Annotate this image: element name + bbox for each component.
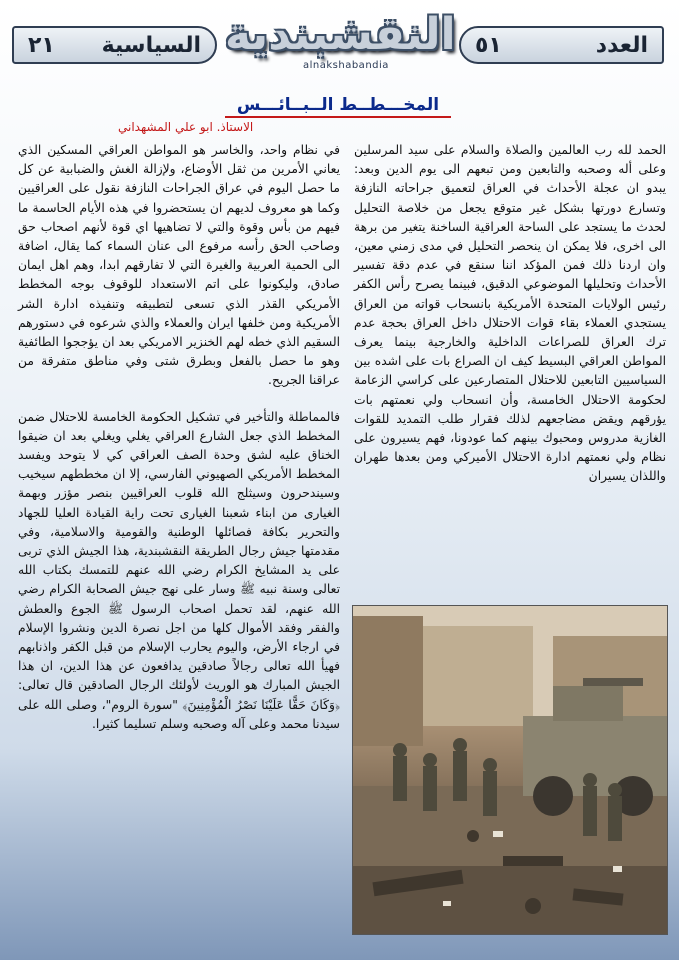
battle-scene-photo — [352, 605, 668, 935]
section-number: ٢١ — [28, 32, 55, 58]
paragraph: في نظام واحد، والخاسر هو المواطن العراقي المسكين الذي يعاني الأمرين من ثقل الأوضاع، ولإزالة الغش والضبابية عن كل ما حصل اليوم في عراق الجراحات النازفة نقول على العراقيين وكما هو معروف لديهم ان يستحضروا في هذه الأيام الحاسمة ما فيهم من بأس وقوة والتي لا تضاهيها اي قوة لأنهم اصحاب حق وصاحب الحق رأسه مرفوع الى عنان السماء كما يقال، اضافة الى الحمية العربية والغيرة التي لا تفارقهم ابدا، وهم اهل ايمان صادق، وليكونوا على اتم الاستعداد للوقوف بوجه المخطط الأمريكي القذر الذي تسعى لتطبيقه وتنفيذه ادارة الشر الأمريكية ومن خلفها ايران والعملاء والذي شرعوه في دستورهم السقيم الذي خطه لهم الخنزير الامريكي بعد ان يؤججوا الطائفية وهو ما حصل بالفعل وبطرق شتى وفي مناطق متفرقة من عراقنا الجريح. — [18, 143, 340, 388]
issue-tab — [459, 26, 664, 64]
article-author: الاستاذ. ابو علي المشهداني — [118, 120, 254, 134]
article-title: المخـــطــط الــبــائـــس — [225, 96, 451, 118]
article-column-right — [354, 141, 666, 487]
magazine-logo — [225, 6, 456, 92]
paragraph: فالمماطلة والتأخير في تشكيل الحكومة الخامسة للاحتلال ضمن المخطط الذي جعل الشارع العراقي يغلي ويغلي بعد ان ضيقوا الخناق عليه لشق وحدة الصف العراقي كي لا يتوحد ويفسد المخطط الأمريكي الصهيوني الفارسي، إلا ان مخططهم سيخيب وسيندحرون وسيثلج الله قلوب العراقيين بنصر مؤزر وبهمة الغيارى من ابناء شعبنا الغيارى تحت راية القيادة العليا للجهاد والتحرير بكافة فصائلها الوطنية والقومية والاسلامية، وفي مقدمتها جيش رجال الطريقة النقشبندية، هذا الجيش الذي تربى على يد المشايخ الكرام رضي الله عنهم للتمسك بكتاب الله تعالى وسنة نبيه ﷺ وسار على نهج جيش الصحابة الكرام رضي الله عنهم، لقد تحمل اصحاب الرسول ﷺ الجوع والعطش والفقر وفقد الأموال كلها من اجل نصرة الدين ونشروا الإسلام في ارجاء الأرض، واليوم يحارب الإسلام من قبل الكفر واذنابهم فهيأ الله تعالى رجالاً صادقين يدافعون عن هذا الدين، ان هذا الجيش المبارك هو الوريث لأولئك الرجال الصادقين قال تعالى:﴿وَكَانَ حَقًّا عَلَيْنَا نَصْرُ الْمُؤْمِنِينَ﴾ "سورة الروم"، وصلى الله على سيدنا محمد وعلى آله وصحبه وسلم تسليما كثيرا. — [18, 409, 340, 731]
paragraph: الحمد لله رب العالمين والصلاة والسلام على سيد المرسلين وعلى أله وصحبه والتابعين ومن تبعهم الى يوم الدين وبعد: يبدو ان عجلة الأحداث في العراق لتعميق جراحاته النازفة وتسارع دورتها بشكل غير متوقع يجعل من خلاصة التحليل لحدث ما يستجد على الساحة العراقية الساخنة يتغير من برهة الى اخرى، فلا يمكن ان ينحصر التحليل في مدى زمني معين، وان اردنا ذلك فمن المؤكد اننا سنقع في عدم دقة تفسير الأحداث وتحليلها الموضوعي الدقيق، فبينما يصرح رأس الكفر رئيس الولايات المتحدة الأمريكية بانسحاب قواته من العراق يستجدي العملاء بقاء قوات الاحتلال داخل العراق بحجة عدم ترك العراق للصراعات الداخلية والخارجية بينما يعرف المواطن العراقي البسيط كيف ان الصراع بات على اشده بين السياسيين التابعين للاحتلال المتصارعين على كراسي الزعامة لحكومة الاحتلال الخامسة، وأن انسحاب ولي نعمتهم بات يؤرقهم ويقض مضاجعهم لذلك فقرار طلب التمديد للقوات الغازية مدروس ومحبوك بينهم كما عودونا، فهم يسيرون على نظام ولي نعمتهم ادارة الاحتلال الأميركي ومن بعدها طهران واللذان يسيران — [354, 143, 666, 484]
section-tab — [12, 26, 217, 64]
issue-number: ٥١ — [475, 32, 502, 58]
article-column-left — [18, 141, 340, 734]
logo-url-text: alnakshabandia — [303, 60, 389, 71]
section-label: السياسية — [101, 32, 201, 58]
issue-label: العدد — [595, 32, 648, 58]
logo-text: النقشبندية — [225, 9, 456, 60]
photo-illustration — [353, 606, 668, 935]
